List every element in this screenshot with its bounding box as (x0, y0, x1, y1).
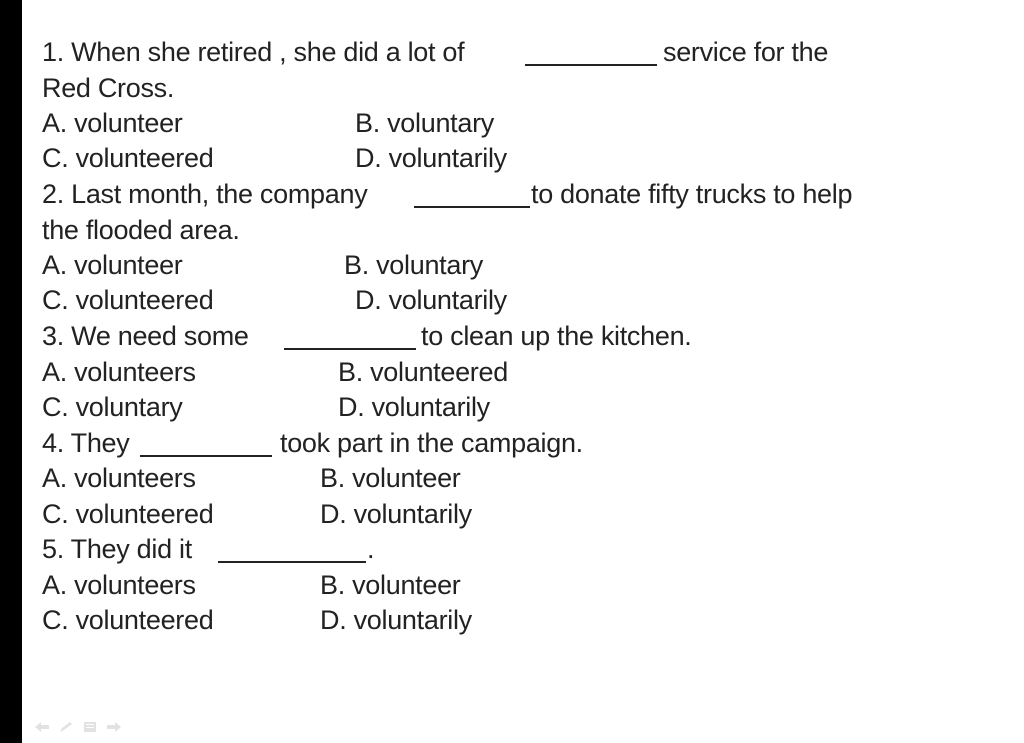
stem-tail: to donate fifty trucks to help (531, 179, 853, 209)
question-stem: 4. They (42, 428, 130, 458)
option-b: B. voluntary (355, 108, 494, 138)
answer-blank (414, 206, 530, 208)
option-d: D. voluntarily (355, 285, 507, 315)
option-a: A. volunteer (42, 250, 183, 280)
pen-icon[interactable] (58, 721, 74, 733)
slide (22, 0, 1024, 743)
stem-continuation: the flooded area. (42, 215, 240, 245)
option-c: C. volunteered (42, 143, 214, 173)
option-d: D. voluntarily (320, 605, 472, 635)
option-d: D. voluntarily (320, 499, 472, 529)
option-b: B. volunteer (320, 570, 461, 600)
back-arrow-icon[interactable] (34, 721, 50, 733)
forward-arrow-icon[interactable] (106, 721, 122, 733)
menu-icon[interactable] (82, 721, 98, 733)
option-c: C. volunteered (42, 499, 214, 529)
option-c: C. volunteered (42, 605, 214, 635)
option-d: D. voluntarily (355, 143, 507, 173)
stem-tail: service for the (663, 37, 829, 67)
question-stem: 5. They did it (42, 534, 192, 564)
option-b: B. volunteered (338, 357, 508, 387)
option-c: C. voluntary (42, 392, 183, 422)
option-a: A. volunteers (42, 357, 196, 387)
option-b: B. voluntary (344, 250, 483, 280)
option-d: D. voluntarily (338, 392, 490, 422)
answer-blank (525, 64, 657, 66)
stem-tail: to clean up the kitchen. (421, 321, 692, 351)
option-a: A. volunteers (42, 570, 196, 600)
answer-blank (284, 348, 416, 350)
stem-tail: took part in the campaign. (280, 428, 583, 458)
option-c: C. volunteered (42, 285, 214, 315)
option-a: A. volunteer (42, 108, 183, 138)
stem-text: 1. When she retired , she did a lot of (42, 37, 465, 67)
stem-tail: . (367, 534, 375, 564)
answer-blank (218, 561, 366, 563)
stem-continuation: Red Cross. (42, 73, 175, 103)
question-stem: 3. We need some (42, 321, 249, 351)
answer-blank (140, 455, 272, 457)
question-stem: 2. Last month, the company (42, 179, 368, 209)
slideshow-nav (34, 717, 122, 737)
option-a: A. volunteers (42, 463, 196, 493)
option-b: B. volunteer (320, 463, 461, 493)
question-stem (42, 36, 464, 68)
